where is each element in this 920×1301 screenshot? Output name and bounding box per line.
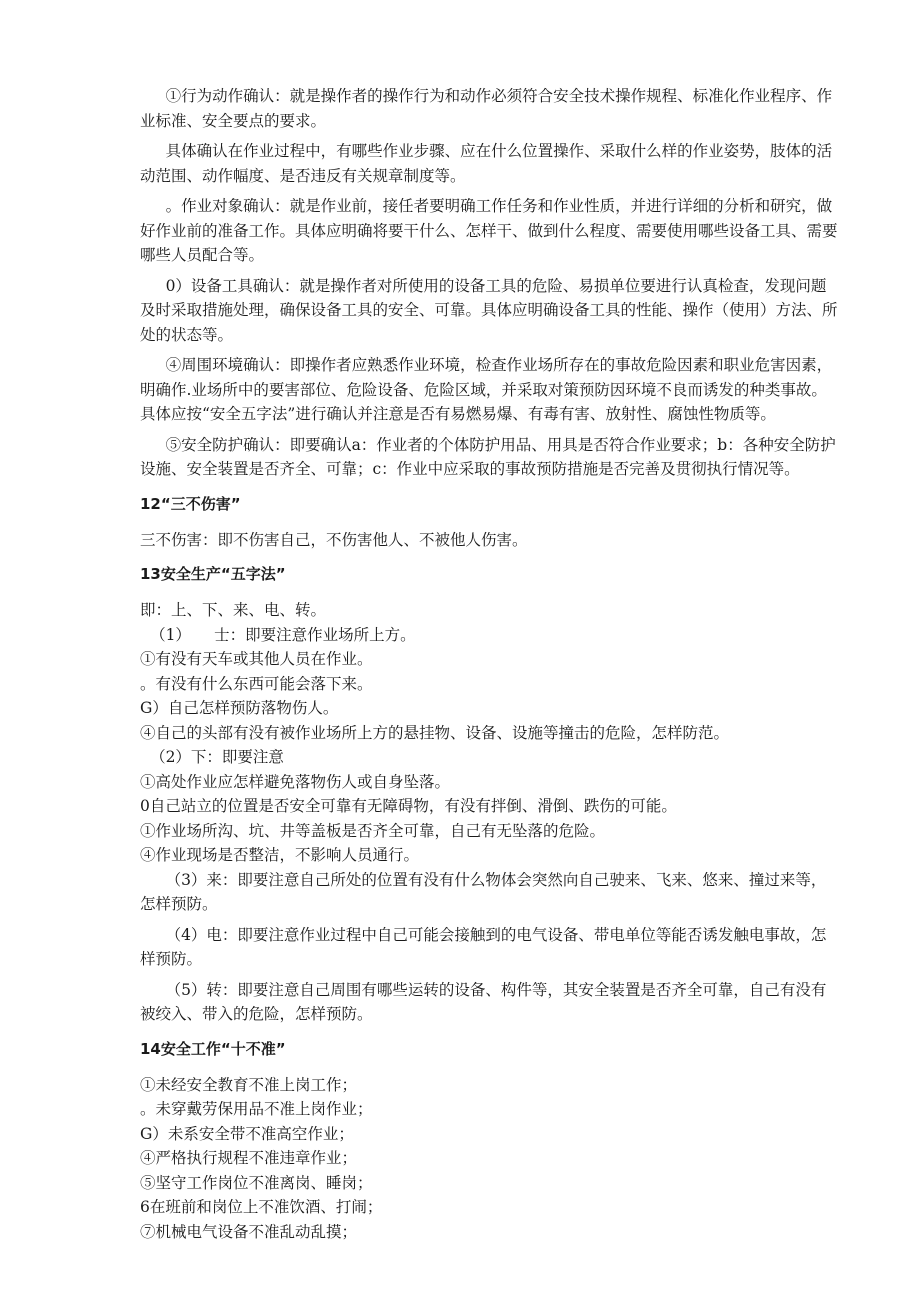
- list-item: ①有没有天车或其他人员在作业。: [140, 650, 373, 668]
- document-body: [140, 84, 840, 1244]
- paragraph-environment-confirm: ④周围环境确认：即操作者应熟悉作业环境，检查作业场所存在的事故危险因素和职业危害因素，明确作.业场所中的要害部位、危险设备、危险区域，并采取对策预防因环境不良而诱发的种类事故。具体应按“安全五字法”进行确认并注意是否有易燃易爆、有毒有害、放射性、腐蚀性物质等。: [140, 356, 833, 423]
- list-item: 。未穿戴劳保用品不准上岗作业；: [140, 1100, 373, 1118]
- five-word-electric: （4）电：即要注意作业过程中自己可能会接触到的电气设备、带电单位等能否诱发触电事故，怎样预防。: [140, 925, 827, 968]
- five-word-intro: 即：上、下、来、电、转。: [140, 601, 327, 619]
- paragraph-behavior-confirm: ①行为动作确认：就是操作者的操作行为和动作必须符合安全技术操作规程、标准化作业程序、作业标准、安全要点的要求。: [140, 87, 833, 130]
- heading-ten-prohibitions: 14安全工作“十不准”: [140, 1039, 286, 1058]
- paragraph-protection-confirm: ⑤安全防护确认：即要确认a：作业者的个体防护用品、用具是否符合作业要求；b：各种安全防护设施、安全装置是否齐全、可靠；c：作业中应采取的事故预防措施是否完善及贯彻执行情况等。: [140, 435, 836, 478]
- paragraph-tool-confirm: 0）设备工具确认：就是操作者对所使用的设备工具的危险、易损单位要进行认真检查，发现问题及时采取措施处理，确保设备工具的安全、可靠。具体应明确设备工具的性能、操作（使用）方法、所处的状态等。: [140, 276, 838, 344]
- list-item: 0自己站立的位置是否安全可靠有无障碍物，有没有拌倒、滑倒、跌伤的可能。: [140, 797, 677, 815]
- five-word-down-title: （2）下：即要注意: [150, 748, 284, 766]
- paragraph-three-no-harm: 三不伤害：即不伤害自己，不伤害他人、不被他人伤害。: [140, 530, 528, 549]
- list-item: ④作业现场是否整洁，不影响人员通行。: [140, 846, 420, 864]
- list-item: ④严格执行规程不准违章作业；: [140, 1149, 358, 1167]
- list-item: G）未系安全带不准高空作业；: [140, 1124, 354, 1143]
- paragraph-object-confirm: 。作业对象确认：就是作业前，接任者要明确工作任务和作业性质，并进行详细的分析和研究，做好作业前的准备工作。具体应明确将要干什么、怎样干、做到什么程度、需要使用哪些设备工具、需要哪些人员配合等。: [140, 197, 838, 264]
- paragraph-specific-confirm: 具体确认在作业过程中，有哪些作业步骤、应在什么位置操作、采取什么样的作业姿势，肢体的活动范围、动作幅度、是否违反有关规章制度等。: [140, 142, 833, 185]
- five-word-come: （3）来：即要注意自己所处的位置有没有什么物体会突然向自己驶来、飞来、悠来、撞过来等，怎样预防。: [140, 870, 827, 913]
- list-item: ①未经安全教育不准上岗工作；: [140, 1075, 358, 1094]
- five-word-turn: （5）转：即要注意自己周围有哪些运转的设备、构件等，其安全装置是否齐全可靠，自己有没有被绞入、带入的危险，怎样预防。: [140, 980, 827, 1023]
- five-word-up-title: （1） 士：即要注意作业场所上方。: [150, 625, 416, 644]
- list-item: 6在班前和岗位上不准饮酒、打闹；: [140, 1198, 383, 1216]
- list-item: ①作业场所沟、坑、井等盖板是否齐全可靠，自己有无坠落的危险。: [140, 821, 606, 840]
- heading-three-no-harm: 12“三不伤害”: [140, 494, 241, 513]
- list-item: G）自己怎样预防落物伤人。: [140, 699, 339, 717]
- list-item: 。有没有什么东西可能会落下来。: [140, 674, 373, 693]
- list-item: ⑦机械电气设备不准乱动乱摸；: [140, 1222, 358, 1241]
- heading-five-word-method: 13安全生产“五字法”: [140, 565, 286, 583]
- list-item: ⑤坚守工作岗位不准离岗、睡岗；: [140, 1173, 373, 1192]
- list-item: ①高处作业应怎样避免落物伤人或自身坠落。: [140, 772, 451, 791]
- list-item: ④自己的头部有没有被作业场所上方的悬挂物、设备、设施等撞击的危险，怎样防范。: [140, 723, 730, 742]
